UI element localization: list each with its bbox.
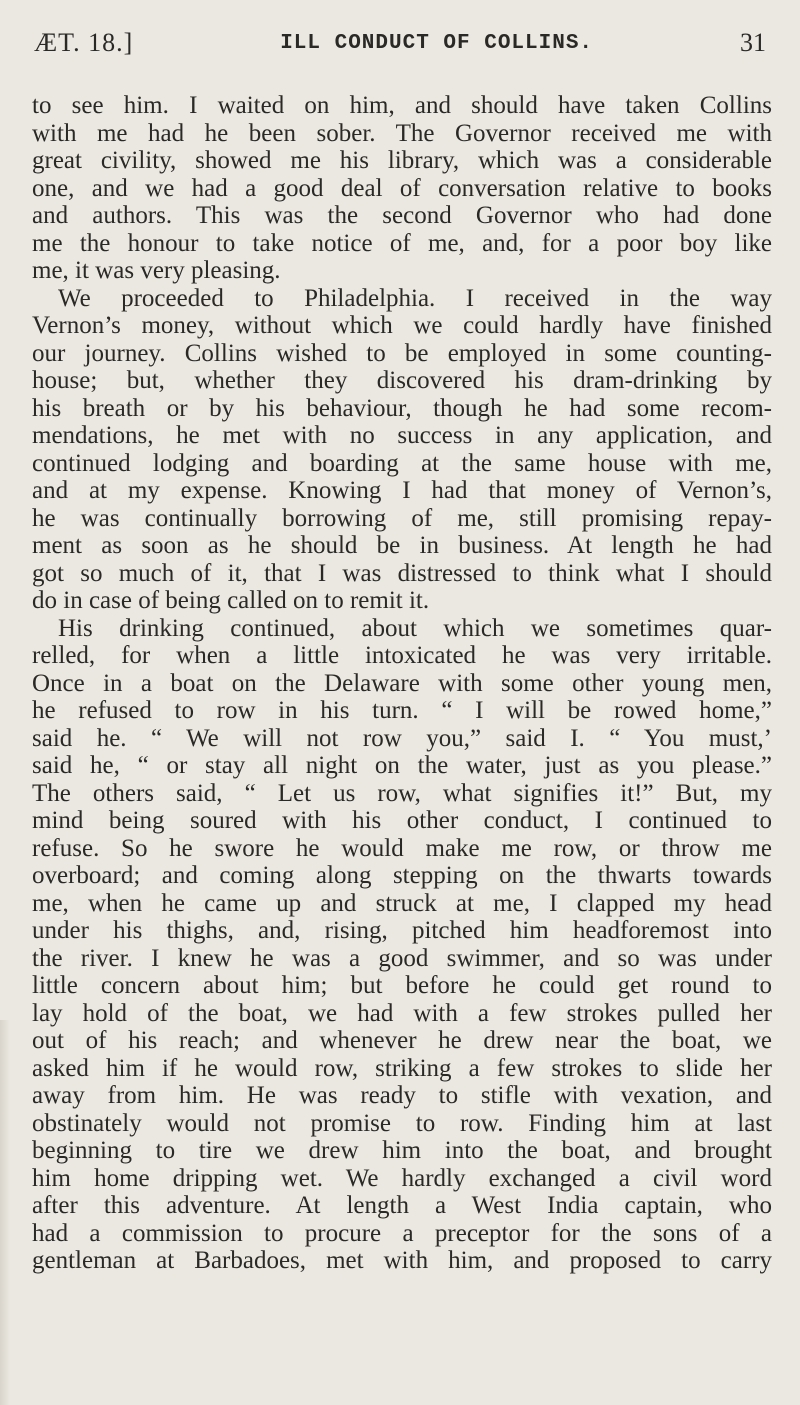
text-line: little concern about him; but before he could get round to — [32, 972, 772, 999]
text-line: him home dripping wet. We hardly exchanged a civil word — [32, 1164, 772, 1192]
text-line: after this adventure. At length a West India captain, who — [32, 1192, 772, 1219]
text-line: his breath or by his behaviour, though he had some recom- — [32, 394, 772, 422]
text-line: to see him. I waited on him, and should have taken Collins — [32, 92, 772, 119]
text-line: mind being soured with his other conduct, I continued to — [32, 807, 772, 834]
text-line: His drinking continued, about which we sometimes quar- — [58, 614, 772, 642]
text-line: our journey. Collins wished to be employed in some counting- — [32, 339, 772, 367]
text-line: one, and we had a good deal of conversation relative to books — [32, 174, 772, 202]
text-line: and authors. This was the second Governor who had done — [32, 202, 772, 229]
text-line: me, it was very pleasing. — [32, 257, 281, 284]
running-head: ILL CONDUCT OF COLLINS. — [280, 31, 594, 55]
text-line: great civility, showed me his library, which was a considerable — [32, 147, 772, 174]
text-line: refuse. So he swore he would make me row, or throw me — [32, 834, 772, 862]
text-line: out of his reach; and whenever he drew near the boat, we — [32, 1027, 772, 1054]
text-line: he refused to row in his turn. “ I will be rowed home,” — [32, 697, 772, 724]
text-line: with me had he been sober. The Governor received me with — [32, 119, 772, 147]
body-text — [32, 92, 772, 1275]
text-line: house; but, whether they discovered his dram-drinking by — [32, 367, 772, 394]
text-line: obstinately would not promise to row. Finding him at last — [32, 1109, 772, 1137]
text-line: said he, “ or stay all night on the water, just as you please.” — [32, 752, 772, 779]
text-line: away from him. He was ready to stifle with vexation, and — [32, 1082, 772, 1109]
text-line: overboard; and coming along stepping on the thwarts towards — [32, 862, 772, 889]
text-line: ment as soon as he should be in business. At length he had — [32, 532, 772, 559]
text-line: had a commission to procure a preceptor for the sons of a — [32, 1219, 772, 1247]
text-line: me the honour to take notice of me, and, for a poor boy like — [32, 229, 772, 257]
text-line: under his thighs, and, rising, pitched him headforemost into — [32, 917, 772, 944]
text-line: Once in a boat on the Delaware with some other young men, — [32, 669, 772, 697]
text-line: gentleman at Barbadoes, met with him, and proposed to carry — [32, 1247, 772, 1274]
text-line: me, when he came up and struck at me, I clapped my head — [32, 889, 772, 917]
age-folio: ÆT. 18.] — [34, 28, 134, 57]
text-line: and at my expense. Knowing I had that money of Vernon’s, — [32, 477, 772, 504]
text-line: asked him if he would row, striking a few strokes to slide her — [32, 1054, 772, 1082]
text-line: got so much of it, that I was distressed to think what I should — [32, 559, 772, 587]
page-header — [34, 26, 766, 60]
text-line: lay hold of the boat, we had with a few strokes pulled her — [32, 999, 772, 1027]
text-line: continued lodging and boarding at the same house with me, — [32, 449, 772, 477]
text-line: the river. I knew he was a good swimmer, and so was under — [32, 944, 772, 972]
text-line: said he. “ We will not row you,” said I. “ You must,’ — [32, 724, 772, 752]
page-number: 31 — [740, 28, 766, 57]
page-edge-shadow — [0, 1020, 10, 1405]
text-line: The others said, “ Let us row, what signifies it!” But, my — [32, 779, 772, 807]
text-line: mendations, he met with no success in any application, and — [32, 422, 772, 449]
text-line: beginning to tire we drew him into the boat, and brought — [32, 1137, 772, 1164]
text-line: Vernon’s money, without which we could hardly have finished — [32, 312, 772, 339]
text-line: We proceeded to Philadelphia. I received in the way — [58, 284, 772, 312]
text-line: relled, for when a little intoxicated he was very irritable. — [32, 642, 772, 669]
text-line: do in case of being called on to remit it. — [32, 587, 430, 614]
text-line: he was continually borrowing of me, still promising repay- — [32, 504, 772, 532]
